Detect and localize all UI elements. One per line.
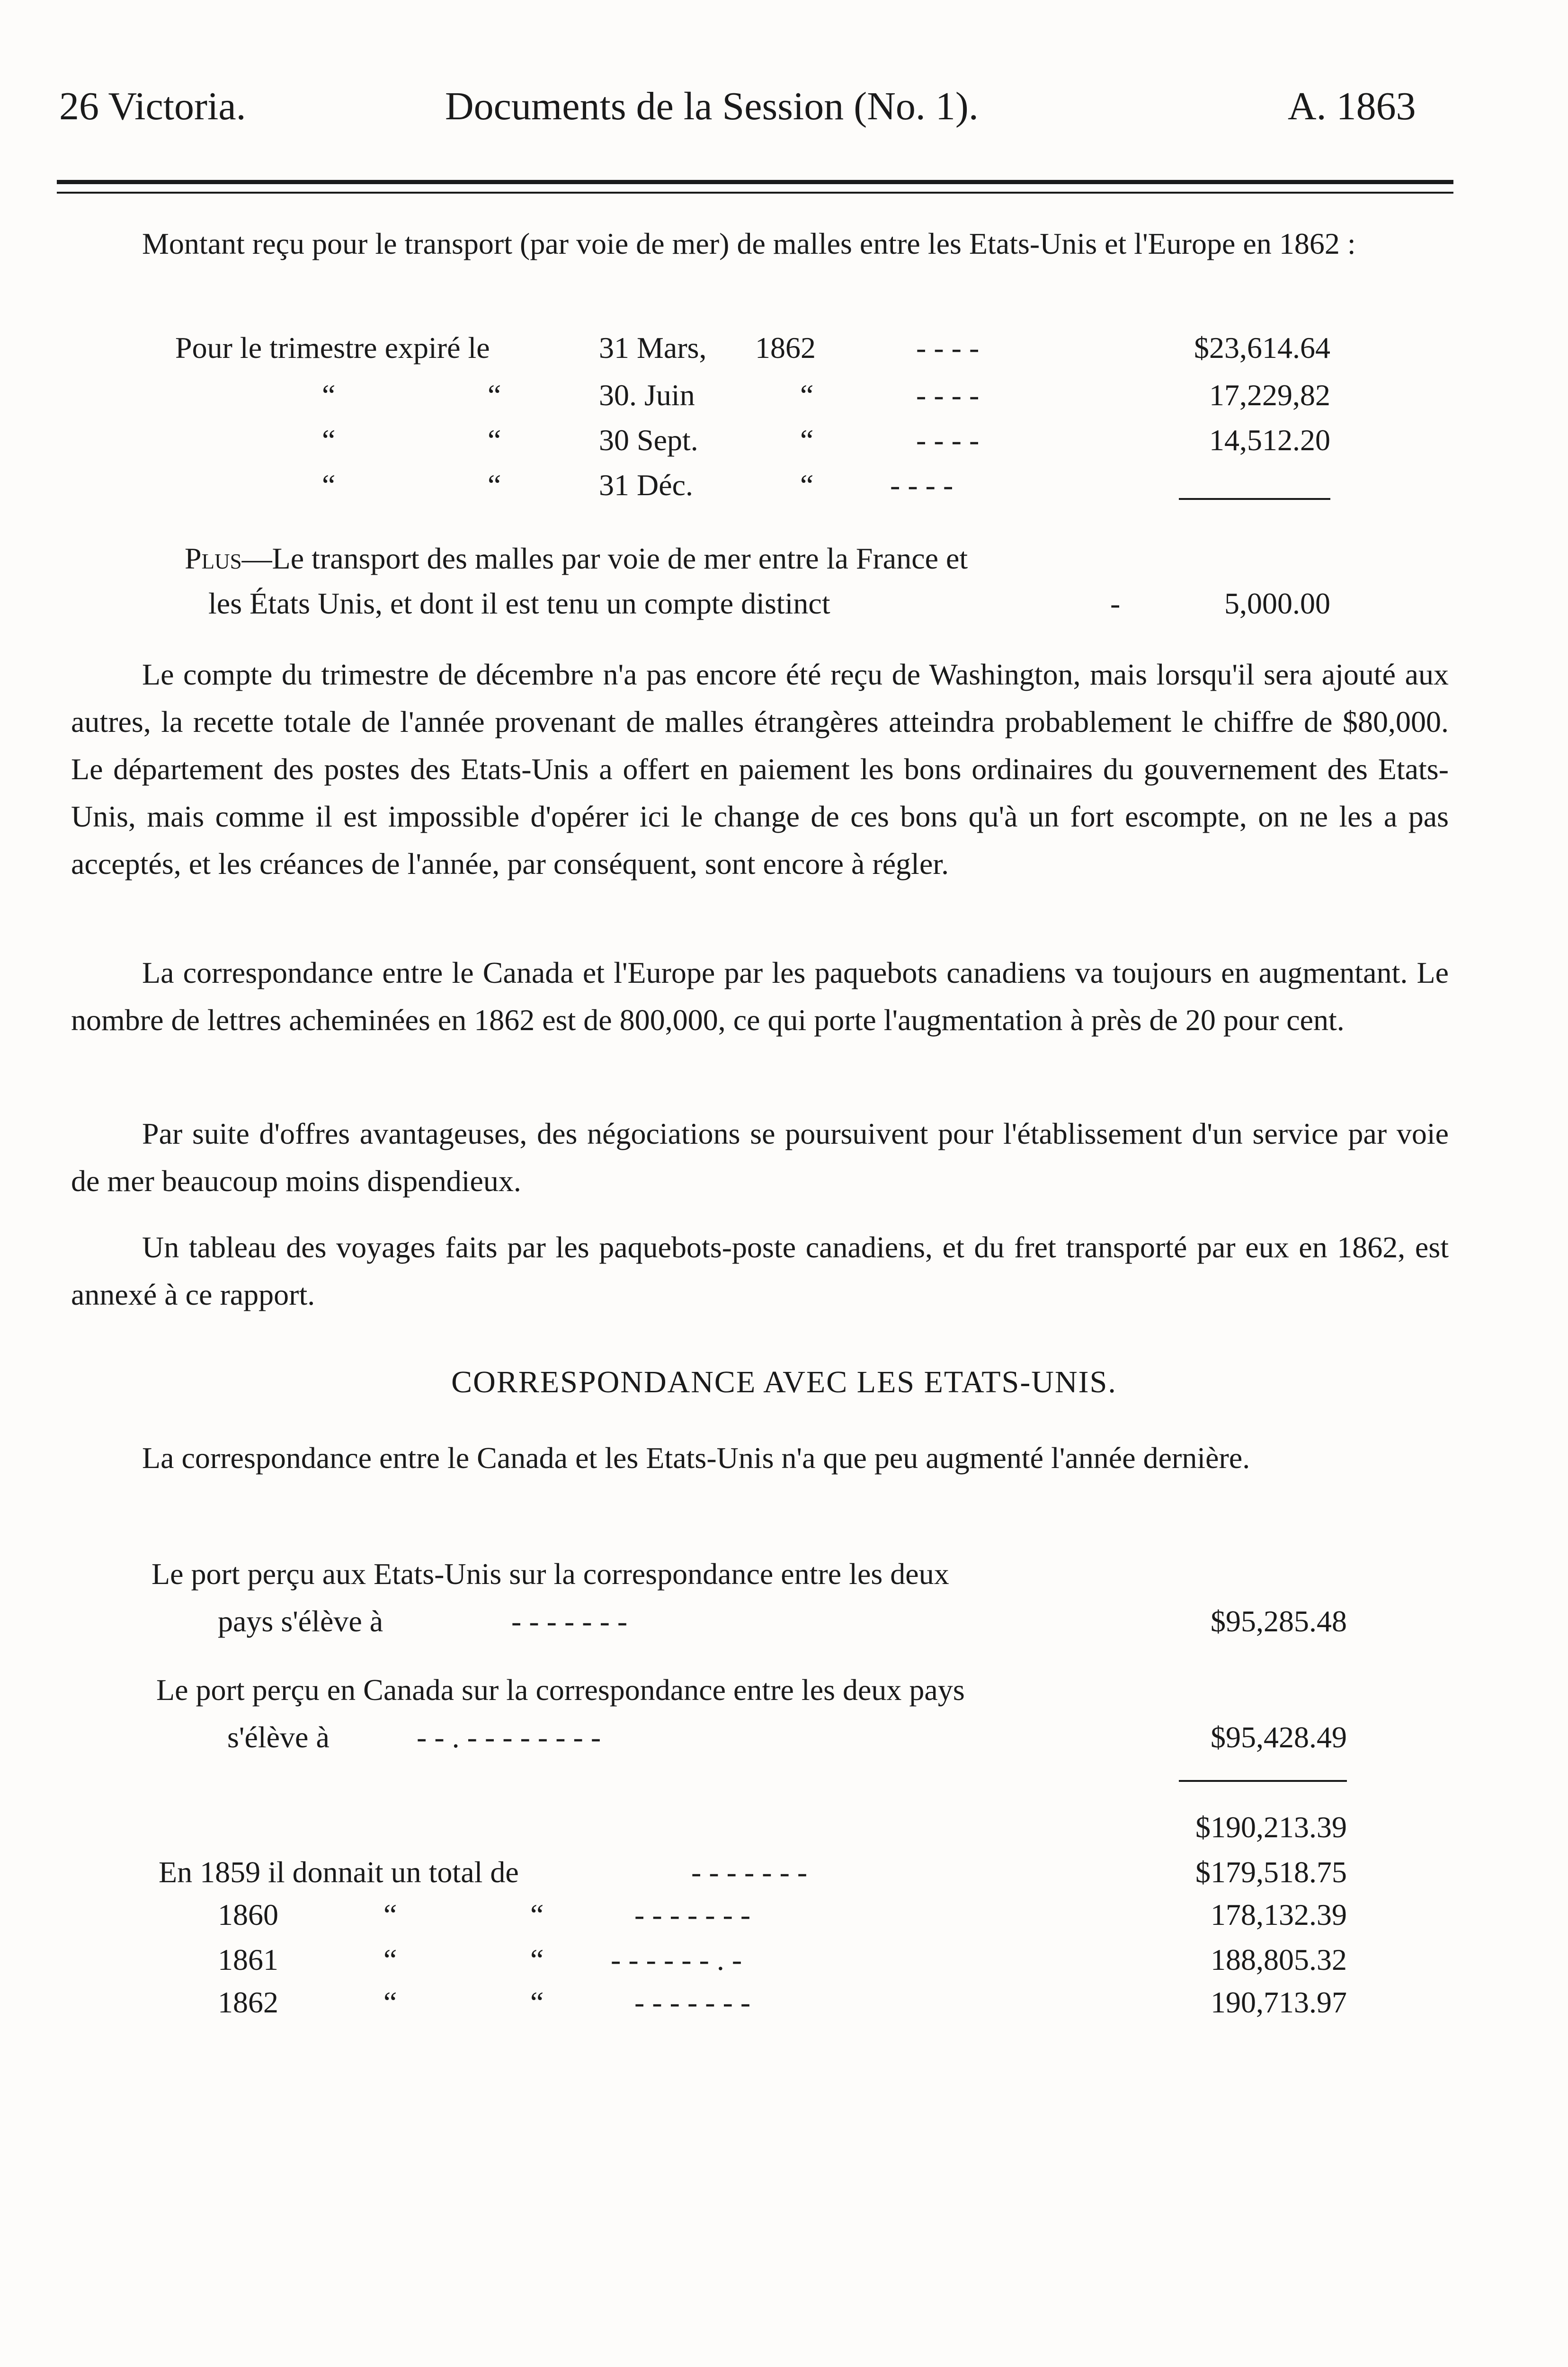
ditto-mark: “ <box>322 378 336 412</box>
ditto-mark: “ <box>530 1898 544 1931</box>
plus-label: Plus <box>185 542 242 575</box>
header-left: 26 Victoria. <box>59 84 246 128</box>
plus-amount: 5,000.00 <box>1224 587 1330 620</box>
quarter-amount: 14,512.20 <box>1209 423 1330 457</box>
ditto-mark: “ <box>530 1943 544 1976</box>
paragraph-text: La correspondance entre le Canada et les Etats-Unis n'a que peu augmenté l'année dernière. <box>142 1441 1250 1475</box>
leader-dashes: - - - - <box>916 378 980 412</box>
plus-text: —Le transport des malles par voie de mer entre la France et <box>241 542 968 575</box>
header-right: A. 1863 <box>1288 84 1416 128</box>
year-label: 1862 <box>218 1985 278 2019</box>
year-label: En 1859 il donnait un total de <box>159 1855 519 1889</box>
year-amount: 178,132.39 <box>1211 1898 1347 1931</box>
quarter-amount: 17,229,82 <box>1209 378 1330 412</box>
ditto-mark: “ <box>322 423 336 457</box>
header-rule-thick <box>57 180 1453 184</box>
us-port-amount: $95,285.48 <box>1211 1604 1347 1638</box>
leader-dashes: - - - - - - - <box>634 1985 751 2019</box>
quarter-year: 1862 <box>755 331 816 365</box>
year-label: 1861 <box>218 1943 278 1976</box>
leader-dashes: - - - - <box>890 468 953 502</box>
ditto-mark: “ <box>800 468 814 502</box>
paragraph-tableau <box>71 1224 1449 1318</box>
total-rule <box>1179 498 1330 500</box>
quarter-date: 31 Mars, <box>599 331 707 365</box>
plus-line-1 <box>185 535 968 582</box>
quarter-date: 31 Déc. <box>599 468 694 502</box>
paragraph-text: La correspondance entre le Canada et l'Europe par les paquebots canadiens va toujours en augmentant. Le nombre de lettres acheminées en 1862 est de 800,000, ce qui porte l'augmentation à près de 20 pour cent. <box>71 956 1449 1037</box>
leader-dashes: - - - - - - . - <box>611 1943 742 1976</box>
us-port-line-2: pays s'élève à <box>218 1604 383 1638</box>
leader-dashes: - - - - - - - <box>634 1898 751 1931</box>
paragraph-washington <box>71 651 1449 888</box>
plus-line-2: les États Unis, et dont il est tenu un compte distinct <box>208 587 830 620</box>
ditto-mark: “ <box>488 423 501 457</box>
leader-dashes: - - - - - - - <box>511 1604 628 1638</box>
section-paragraph <box>71 1434 1449 1482</box>
quarter-date: 30. Juin <box>599 378 695 412</box>
year-label: 1860 <box>218 1898 278 1931</box>
paragraph-negociations <box>71 1110 1449 1205</box>
leader-dashes: - <box>1110 587 1121 620</box>
quarter-label: Pour le trimestre expiré le <box>175 331 490 365</box>
year-amount: 190,713.97 <box>1211 1985 1347 2019</box>
ditto-mark: “ <box>383 1985 397 2019</box>
ca-port-line-1: Le port perçu en Canada sur la correspondance entre les deux pays <box>156 1673 965 1707</box>
ditto-mark: “ <box>322 468 336 502</box>
paragraph-text: Par suite d'offres avantageuses, des négociations se poursuivent pour l'établissement d'un service par voie de mer beaucoup moins dispendieux. <box>71 1117 1449 1198</box>
us-port-line-1: Le port perçu aux Etats-Unis sur la correspondance entre les deux <box>151 1557 949 1591</box>
ditto-mark: “ <box>800 378 814 412</box>
leader-dashes: - - - - <box>916 331 980 365</box>
paragraph-text: Un tableau des voyages faits par les paquebots-poste canadiens, et du fret transporté par eux en 1862, est annexé à ce rapport. <box>71 1230 1449 1311</box>
total-amount: $190,213.39 <box>1195 1810 1347 1844</box>
leader-dashes: - - . - - - - - - - - <box>417 1720 601 1754</box>
paragraph-text: Le compte du trimestre de décembre n'a pas encore été reçu de Washington, mais lorsqu'il sera ajouté aux autres, la recette totale de l'année provenant de malles étrangères atteindra probablement le chiffre de $80,000. Le département des postes des Etats-Unis a offert en paiement les bons ordinaires du gouvernement des Etats-Unis, mais comme il est impossible d'opérer ici le change de ces bons qu'à un fort escompte, on ne les a pas acceptés, et les créances de l'année, par conséquent, sont encore à régler. <box>71 658 1449 881</box>
intro-paragraph <box>71 220 1449 267</box>
ditto-mark: “ <box>488 468 501 502</box>
ditto-mark: “ <box>383 1898 397 1931</box>
section-title: CORRESPONDANCE AVEC LES ETATS-UNIS. <box>451 1365 1117 1399</box>
sum-rule <box>1179 1780 1347 1782</box>
ditto-mark: “ <box>800 423 814 457</box>
ca-port-line-2: s'élève à <box>227 1720 330 1754</box>
header-title: Documents de la Session (No. 1). <box>445 84 979 128</box>
quarter-date: 30 Sept. <box>599 423 698 457</box>
intro-text: Montant reçu pour le transport (par voie de mer) de malles entre les Etats-Unis et l'Europe en 1862 : <box>142 227 1356 260</box>
year-amount: 188,805.32 <box>1211 1943 1347 1976</box>
leader-dashes: - - - - <box>916 423 980 457</box>
leader-dashes: - - - - - - - <box>691 1855 808 1889</box>
quarter-amount: $23,614.64 <box>1194 331 1330 365</box>
ditto-mark: “ <box>530 1985 544 2019</box>
paragraph-europe <box>71 949 1449 1044</box>
ditto-mark: “ <box>488 378 501 412</box>
ca-port-amount: $95,428.49 <box>1211 1720 1347 1754</box>
year-amount: $179,518.75 <box>1195 1855 1347 1889</box>
ditto-mark: “ <box>383 1943 397 1976</box>
header-rule-thin <box>57 192 1453 194</box>
